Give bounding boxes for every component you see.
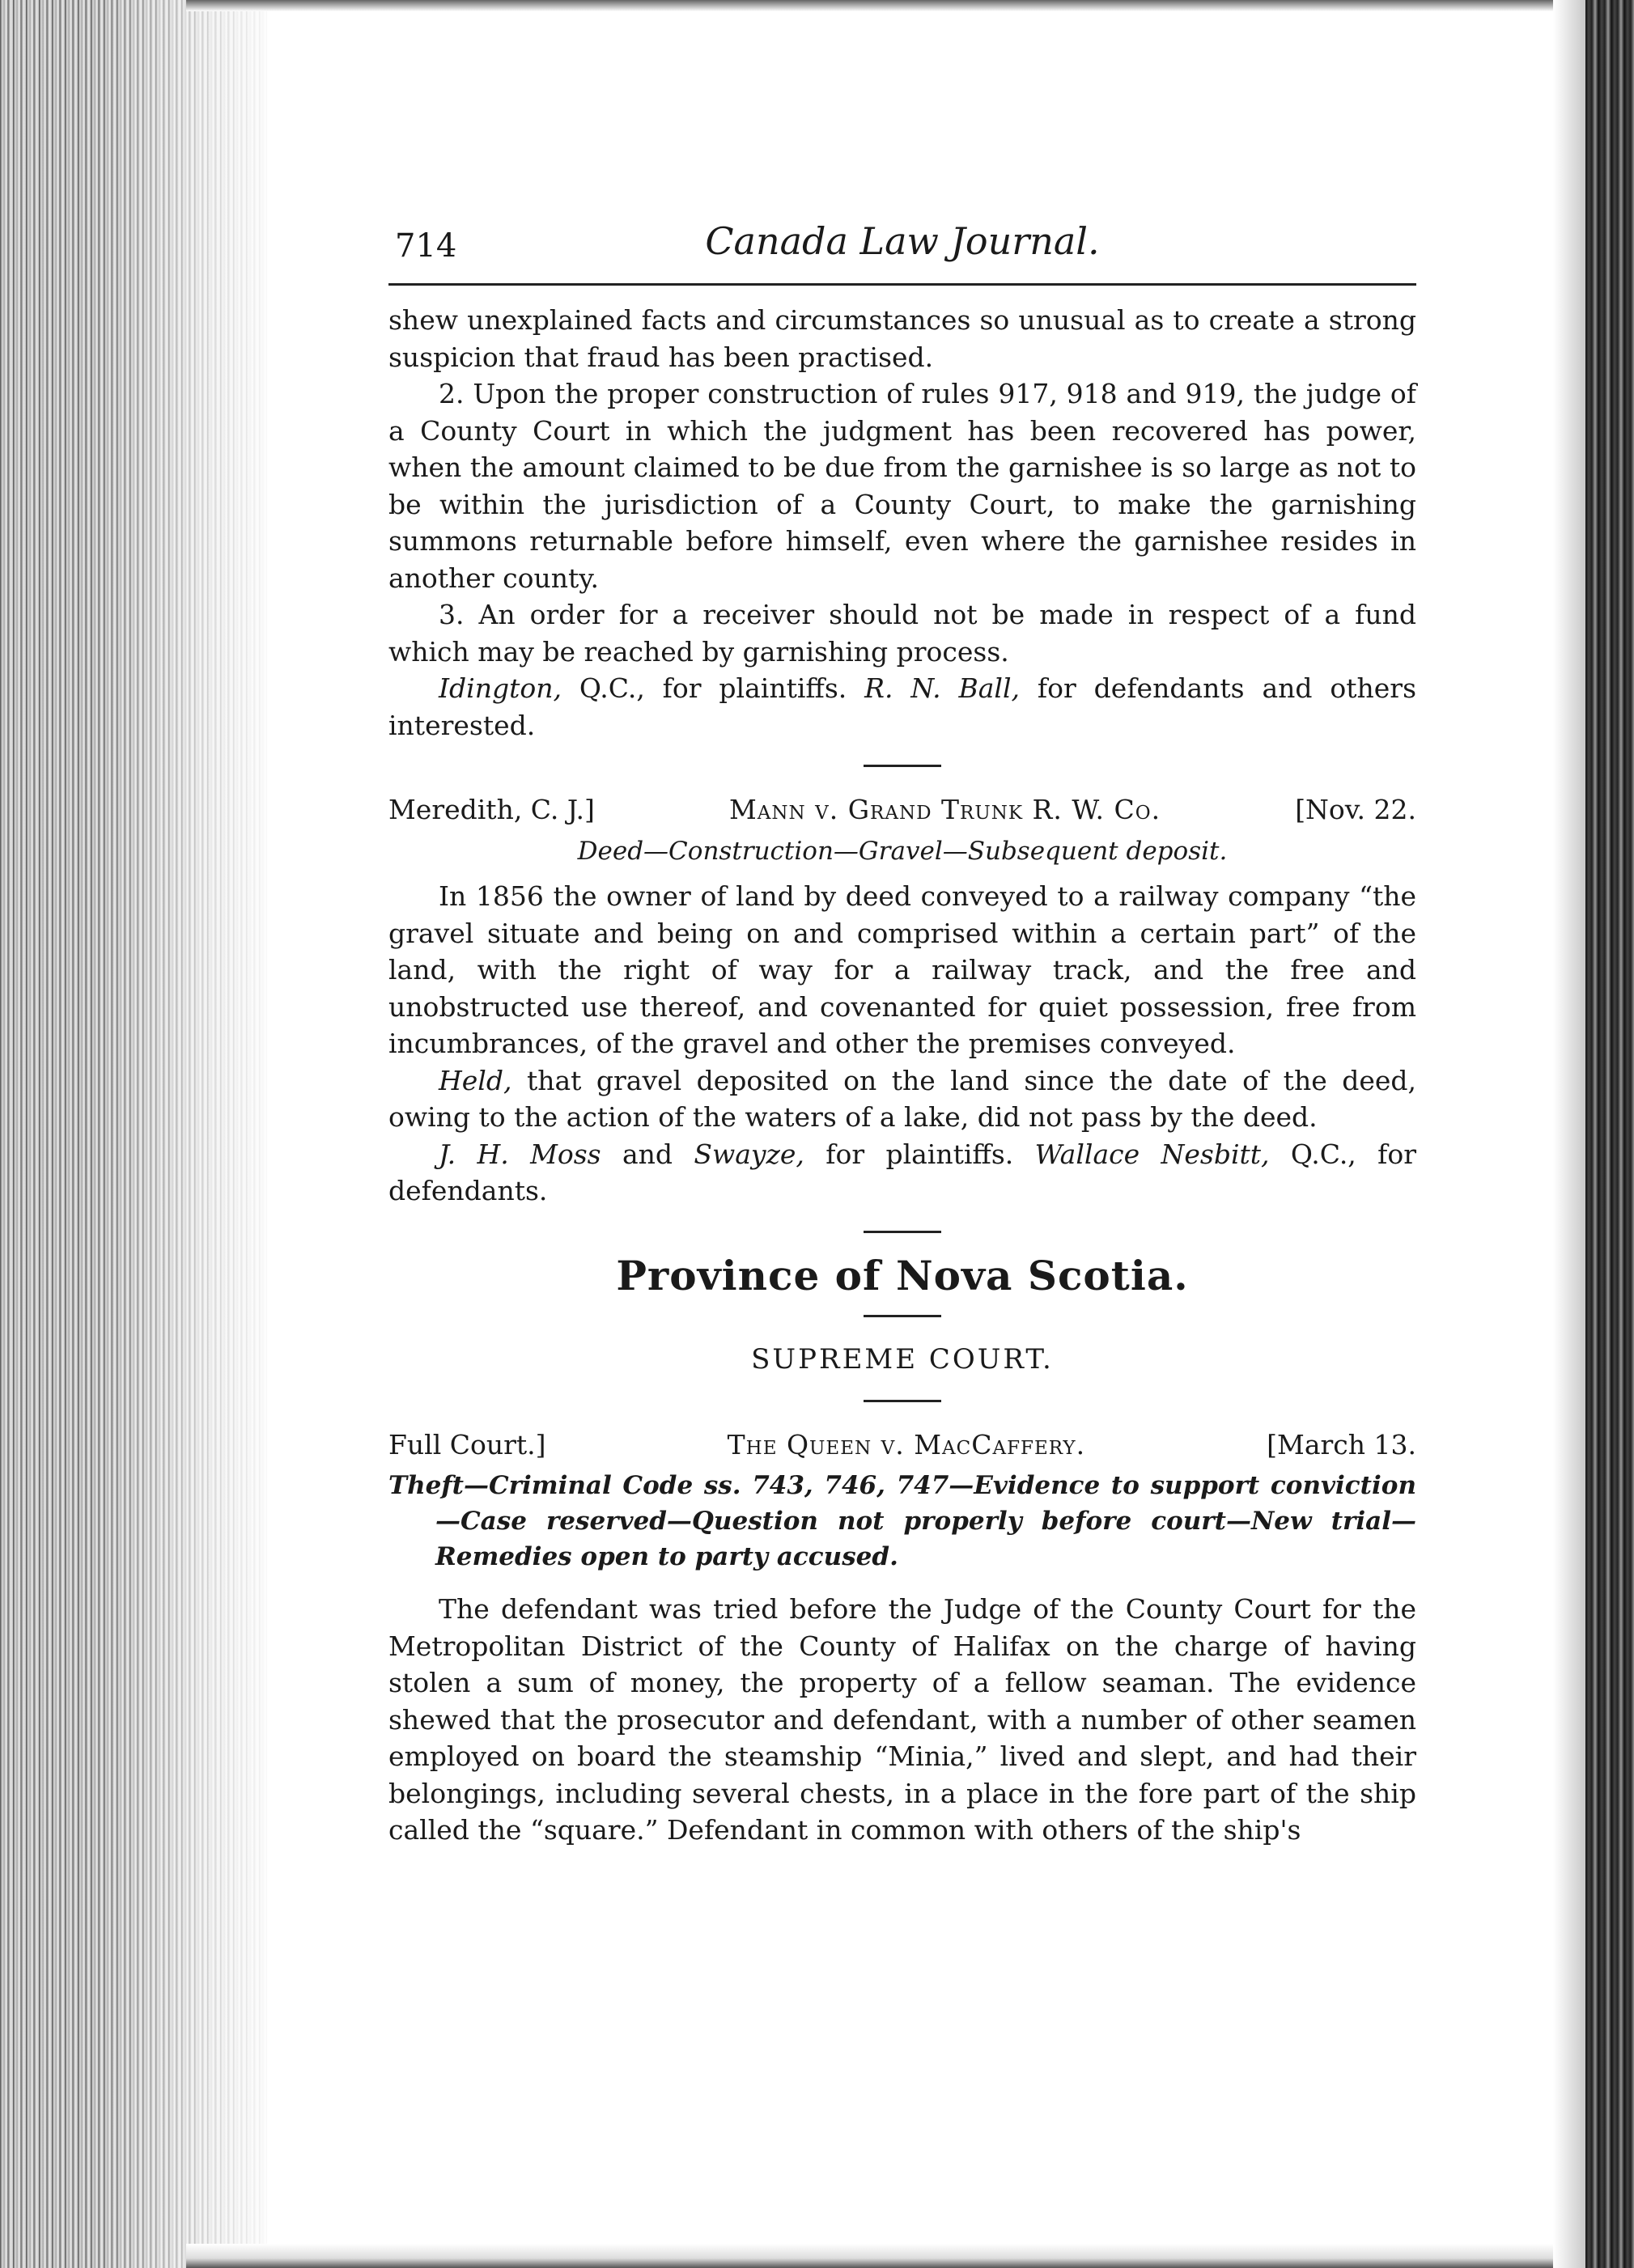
- case-holding: [388, 1062, 1416, 1136]
- paragraph-continuation: shew unexplained facts and circumstances so unusual as to create a strong suspicion that fraud has been practised.: [388, 304, 1416, 373]
- page-bottom-edge: [186, 2244, 1553, 2268]
- counsel-name: J. H. Moss: [439, 1138, 601, 1170]
- case-heading: [388, 791, 1416, 829]
- page-number: 714: [395, 227, 457, 265]
- province-heading: Province of Nova Scotia.: [616, 1251, 1189, 1299]
- journal-title: Canada Law Journal.: [705, 219, 1100, 263]
- section-divider: [864, 1315, 941, 1317]
- journal-page: [388, 219, 1417, 1849]
- binding-shadow: [97, 0, 283, 2268]
- counsel-text: Q.C., for defendants.: [388, 1138, 1416, 1206]
- case-catchwords: Deed—Construction—Gravel—Subsequent deposit.: [577, 836, 1228, 866]
- counsel-text: and: [601, 1138, 694, 1170]
- counsel-line: [388, 670, 1416, 744]
- case-catchwords: Theft—Criminal Code ss. 743, 746, 747—Evidence to support conviction—Case reserved—Question not properly before court—New trial—Remedies open to party accused.: [388, 1471, 1416, 1571]
- court-heading: SUPREME COURT.: [751, 1343, 1054, 1376]
- counsel-name: Swayze,: [694, 1138, 804, 1170]
- binding-shadow-right: [1553, 0, 1585, 2268]
- case-heading: [388, 1427, 1416, 1464]
- case-title: The Queen v. MacCaffery.: [727, 1428, 1086, 1460]
- page-top-edge: [186, 0, 1553, 11]
- counsel-text: Q.C., for plaintiffs.: [561, 672, 865, 704]
- case-counsel: [388, 1136, 1416, 1210]
- book-binding-right: [1585, 0, 1634, 2268]
- section-divider: [864, 1231, 941, 1233]
- case-judge: Full Court.]: [388, 1428, 546, 1460]
- counsel-name: R. N. Ball,: [864, 672, 1021, 704]
- headnote-3: 3. An order for a receiver should not be made in respect of a fund which may be reached by garnishing process.: [388, 599, 1416, 668]
- case-date: [Nov. 22.: [1295, 794, 1416, 825]
- counsel-text: for plaintiffs.: [804, 1138, 1035, 1170]
- counsel-name: Idington,: [439, 672, 562, 704]
- case-judge: Meredith, C. J.]: [388, 794, 595, 825]
- headnote-2: 2. Upon the proper construction of rules 917, 918 and 919, the judge of a County Court in which the judgment has been recovered has power, when the amount claimed to be due from the garnishee is so large as not to be within the jurisdiction of a County Court, to make the garnishing summons returnable before himself, even where the garnishee resides in another county.: [388, 378, 1416, 594]
- section-divider: [864, 765, 941, 767]
- case-date: [March 13.: [1267, 1428, 1416, 1460]
- case-facts: The defendant was tried before the Judge of the County Court for the Metropolitan District of the County of Halifax on the charge of having stolen a sum of money, the property of a fellow seaman. The evidence shewed that the prosecutor and defendant, with a number of other seamen employed on board the steamship “Minia,” lived and slept, and had their belongings, including several chests, in a place in the fore part of the ship called the “square.” Defendant in common with others of the ship's: [388, 1593, 1416, 1846]
- section-divider: [864, 1400, 941, 1402]
- case-facts: In 1856 the owner of land by deed conveyed to a railway company “the gravel situate and being on and comprised within a certain part” of the land, with the right of way for a railway track, and the free and unobstructed use thereof, and covenanted for quiet possession, free from incumbrances, of the gravel and other the premises conveyed.: [388, 880, 1416, 1059]
- held-text: that gravel deposited on the land since the date of the deed, owing to the action of the waters of a lake, did not pass by the deed.: [388, 1064, 1416, 1133]
- held-label: Held,: [439, 1064, 512, 1096]
- header-rule: [388, 283, 1416, 286]
- case-title: Mann v. Grand Trunk R. W. Co.: [728, 794, 1161, 825]
- counsel-text: for defendants and others interested.: [388, 672, 1417, 741]
- counsel-name: Wallace Nesbitt,: [1034, 1138, 1270, 1170]
- running-head: [388, 219, 1416, 278]
